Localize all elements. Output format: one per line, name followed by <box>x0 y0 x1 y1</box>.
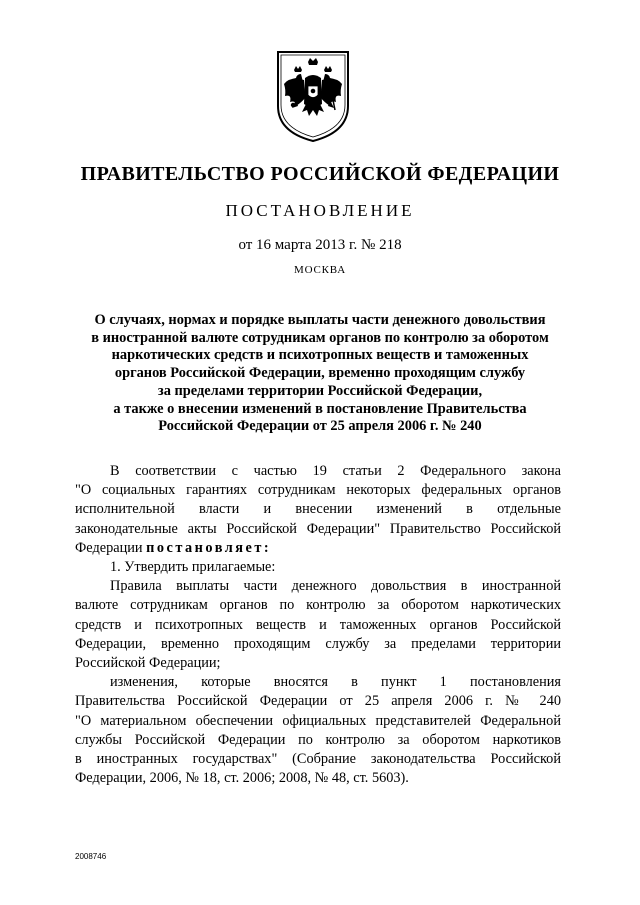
body-line: службы Российской Федерации по контролю за оборотом наркотиков <box>75 731 561 748</box>
body-line: изменения, которые вносятся в пункт 1 постановления <box>110 674 561 691</box>
subject-line: органов Российской Федерации, временно проходящим службу <box>114 365 526 382</box>
document-city: МОСКВА <box>294 264 346 276</box>
subject-line: за пределами территории Российской Федерации, <box>157 382 483 399</box>
document-type: ПОСТАНОВЛЕНИЕ <box>225 201 415 220</box>
body-line: Правила выплаты части денежного довольствия в иностранной <box>110 578 561 595</box>
government-title: ПРАВИТЕЛЬСТВО РОССИЙСКОЙ ФЕДЕРАЦИИ <box>80 163 560 185</box>
body-line: исполнительной власти и внесении изменений в отдельные <box>75 501 561 518</box>
subject-line: а также о внесении изменений в постановление Правительства <box>113 400 527 417</box>
body-line: "О материальном обеспечении официальных представителей Федеральной <box>75 712 561 729</box>
subject-line: О случаях, нормах и порядке выплаты части денежного довольствия <box>94 312 546 328</box>
body-line <box>75 539 561 558</box>
subject-line: Российской Федерации от 25 апреля 2006 г. № 240 <box>158 418 482 435</box>
body-line: законодательные акты Российской Федерации" Правительство Российской <box>75 520 561 537</box>
body-line: валюте сотрудникам органов по контролю за оборотом наркотических <box>75 597 561 614</box>
body-line: Российской Федерации; <box>75 655 221 672</box>
body-line: В соответствии с частью 19 статьи 2 Федерального закона <box>110 463 561 479</box>
decree-keyword: постановляет: <box>146 539 272 556</box>
subject-line: в иностранной валюте сотрудникам органов по контролю за оборотом <box>91 329 549 346</box>
body-text-fragment: Федерации <box>75 539 143 556</box>
body-line: "О социальных гарантиях сотрудникам некоторых федеральных органов <box>75 482 561 499</box>
body-line: в иностранных государствах" (Собрание законодательства Российской <box>75 751 561 768</box>
item-heading: 1. Утвердить прилагаемые: <box>110 559 276 576</box>
russian-coat-of-arms-icon <box>272 48 354 144</box>
body-line: Правительства Российской Федерации от 25 апреля 2006 г. № 240 <box>75 693 561 710</box>
document-body <box>75 462 561 788</box>
body-line: Федерации, 2006, № 18, ст. 2006; 2008, № 48, ст. 5603). <box>75 770 409 787</box>
body-line: средств и психотропных веществ и таможенных органов Российской <box>75 616 561 633</box>
body-line: Федерации, временно проходящим службу за пределами территории <box>75 635 561 652</box>
subject-line: наркотических средств и психотропных веществ и таможенных <box>111 347 529 364</box>
document-subject <box>60 312 580 436</box>
document-date-number: от 16 марта 2013 г. № 218 <box>238 237 402 253</box>
document-code: 2008746 <box>75 852 107 861</box>
